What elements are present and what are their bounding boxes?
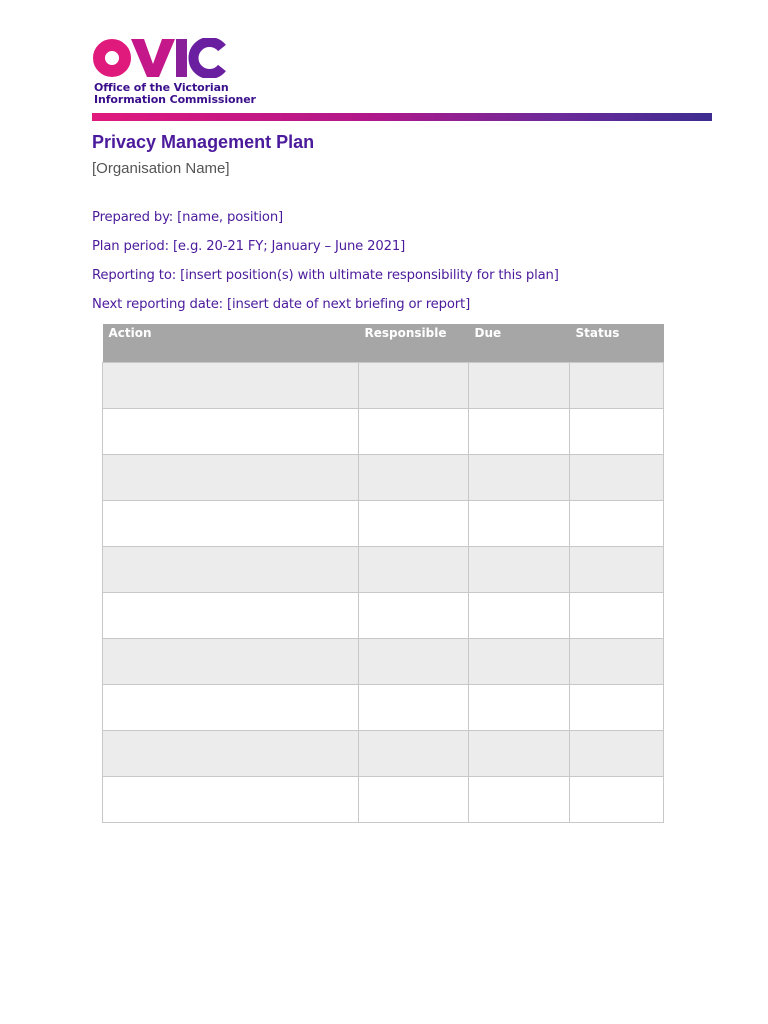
- table-cell-action[interactable]: [103, 362, 359, 408]
- table-cell-status[interactable]: [570, 776, 664, 822]
- table-row: [103, 546, 664, 592]
- table-cell-action[interactable]: [103, 454, 359, 500]
- table-cell-responsible[interactable]: [359, 500, 469, 546]
- table-cell-responsible[interactable]: [359, 592, 469, 638]
- table-cell-due[interactable]: [469, 500, 570, 546]
- table-cell-action[interactable]: [103, 592, 359, 638]
- table-cell-status[interactable]: [570, 638, 664, 684]
- table-cell-action[interactable]: [103, 546, 359, 592]
- table-cell-action[interactable]: [103, 408, 359, 454]
- ovic-wordmark-logo: [93, 38, 227, 78]
- table-cell-due[interactable]: [469, 592, 570, 638]
- table-body: [103, 362, 664, 822]
- table-row: [103, 454, 664, 500]
- reporting-to-line: Reporting to: [insert position(s) with ultimate responsibility for this plan]: [92, 268, 559, 283]
- table-cell-status[interactable]: [570, 730, 664, 776]
- table-row: [103, 408, 664, 454]
- table-cell-status[interactable]: [570, 408, 664, 454]
- table-cell-status[interactable]: [570, 362, 664, 408]
- table-cell-responsible[interactable]: [359, 638, 469, 684]
- table-cell-action[interactable]: [103, 500, 359, 546]
- table-cell-responsible[interactable]: [359, 730, 469, 776]
- table-cell-status[interactable]: [570, 454, 664, 500]
- logo-line-1: Office of the Victorian: [94, 81, 229, 94]
- table-row: [103, 592, 664, 638]
- table-row: [103, 362, 664, 408]
- table-cell-due[interactable]: [469, 776, 570, 822]
- table-cell-action[interactable]: [103, 776, 359, 822]
- table-cell-responsible[interactable]: [359, 408, 469, 454]
- table-header-row: [103, 324, 664, 362]
- next-reporting-date-line: Next reporting date: [insert date of next briefing or report]: [92, 297, 471, 312]
- table-cell-due[interactable]: [469, 684, 570, 730]
- table-cell-status[interactable]: [570, 546, 664, 592]
- table-cell-status[interactable]: [570, 684, 664, 730]
- table-cell-status[interactable]: [570, 592, 664, 638]
- column-header-action: Action: [103, 324, 359, 362]
- table-cell-action[interactable]: [103, 684, 359, 730]
- header-gradient-rule: [92, 113, 712, 121]
- table-cell-due[interactable]: [469, 638, 570, 684]
- table-cell-responsible[interactable]: [359, 454, 469, 500]
- table-cell-due[interactable]: [469, 546, 570, 592]
- column-header-due: Due: [469, 324, 570, 362]
- column-header-responsible: Responsible: [359, 324, 469, 362]
- organisation-name-placeholder: [Organisation Name]: [92, 160, 230, 177]
- table-cell-action[interactable]: [103, 638, 359, 684]
- action-plan-table: [102, 324, 664, 823]
- table-row: [103, 730, 664, 776]
- plan-period-line: Plan period: [e.g. 20-21 FY; January – June 2021]: [92, 239, 406, 254]
- table-cell-responsible[interactable]: [359, 776, 469, 822]
- table-cell-due[interactable]: [469, 730, 570, 776]
- table-cell-due[interactable]: [469, 454, 570, 500]
- column-header-status: Status: [570, 324, 664, 362]
- ovic-logo: [93, 38, 256, 108]
- table-row: [103, 638, 664, 684]
- table-cell-due[interactable]: [469, 408, 570, 454]
- table-row: [103, 684, 664, 730]
- document-title: Privacy Management Plan: [92, 132, 315, 152]
- table-cell-due[interactable]: [469, 362, 570, 408]
- table-row: [103, 500, 664, 546]
- table-cell-responsible[interactable]: [359, 362, 469, 408]
- table-cell-responsible[interactable]: [359, 546, 469, 592]
- logo-line-2: Information Commissioner: [94, 93, 256, 106]
- prepared-by-line: Prepared by: [name, position]: [92, 210, 284, 225]
- table-cell-action[interactable]: [103, 730, 359, 776]
- table-cell-responsible[interactable]: [359, 684, 469, 730]
- table-row: [103, 776, 664, 822]
- table-cell-status[interactable]: [570, 500, 664, 546]
